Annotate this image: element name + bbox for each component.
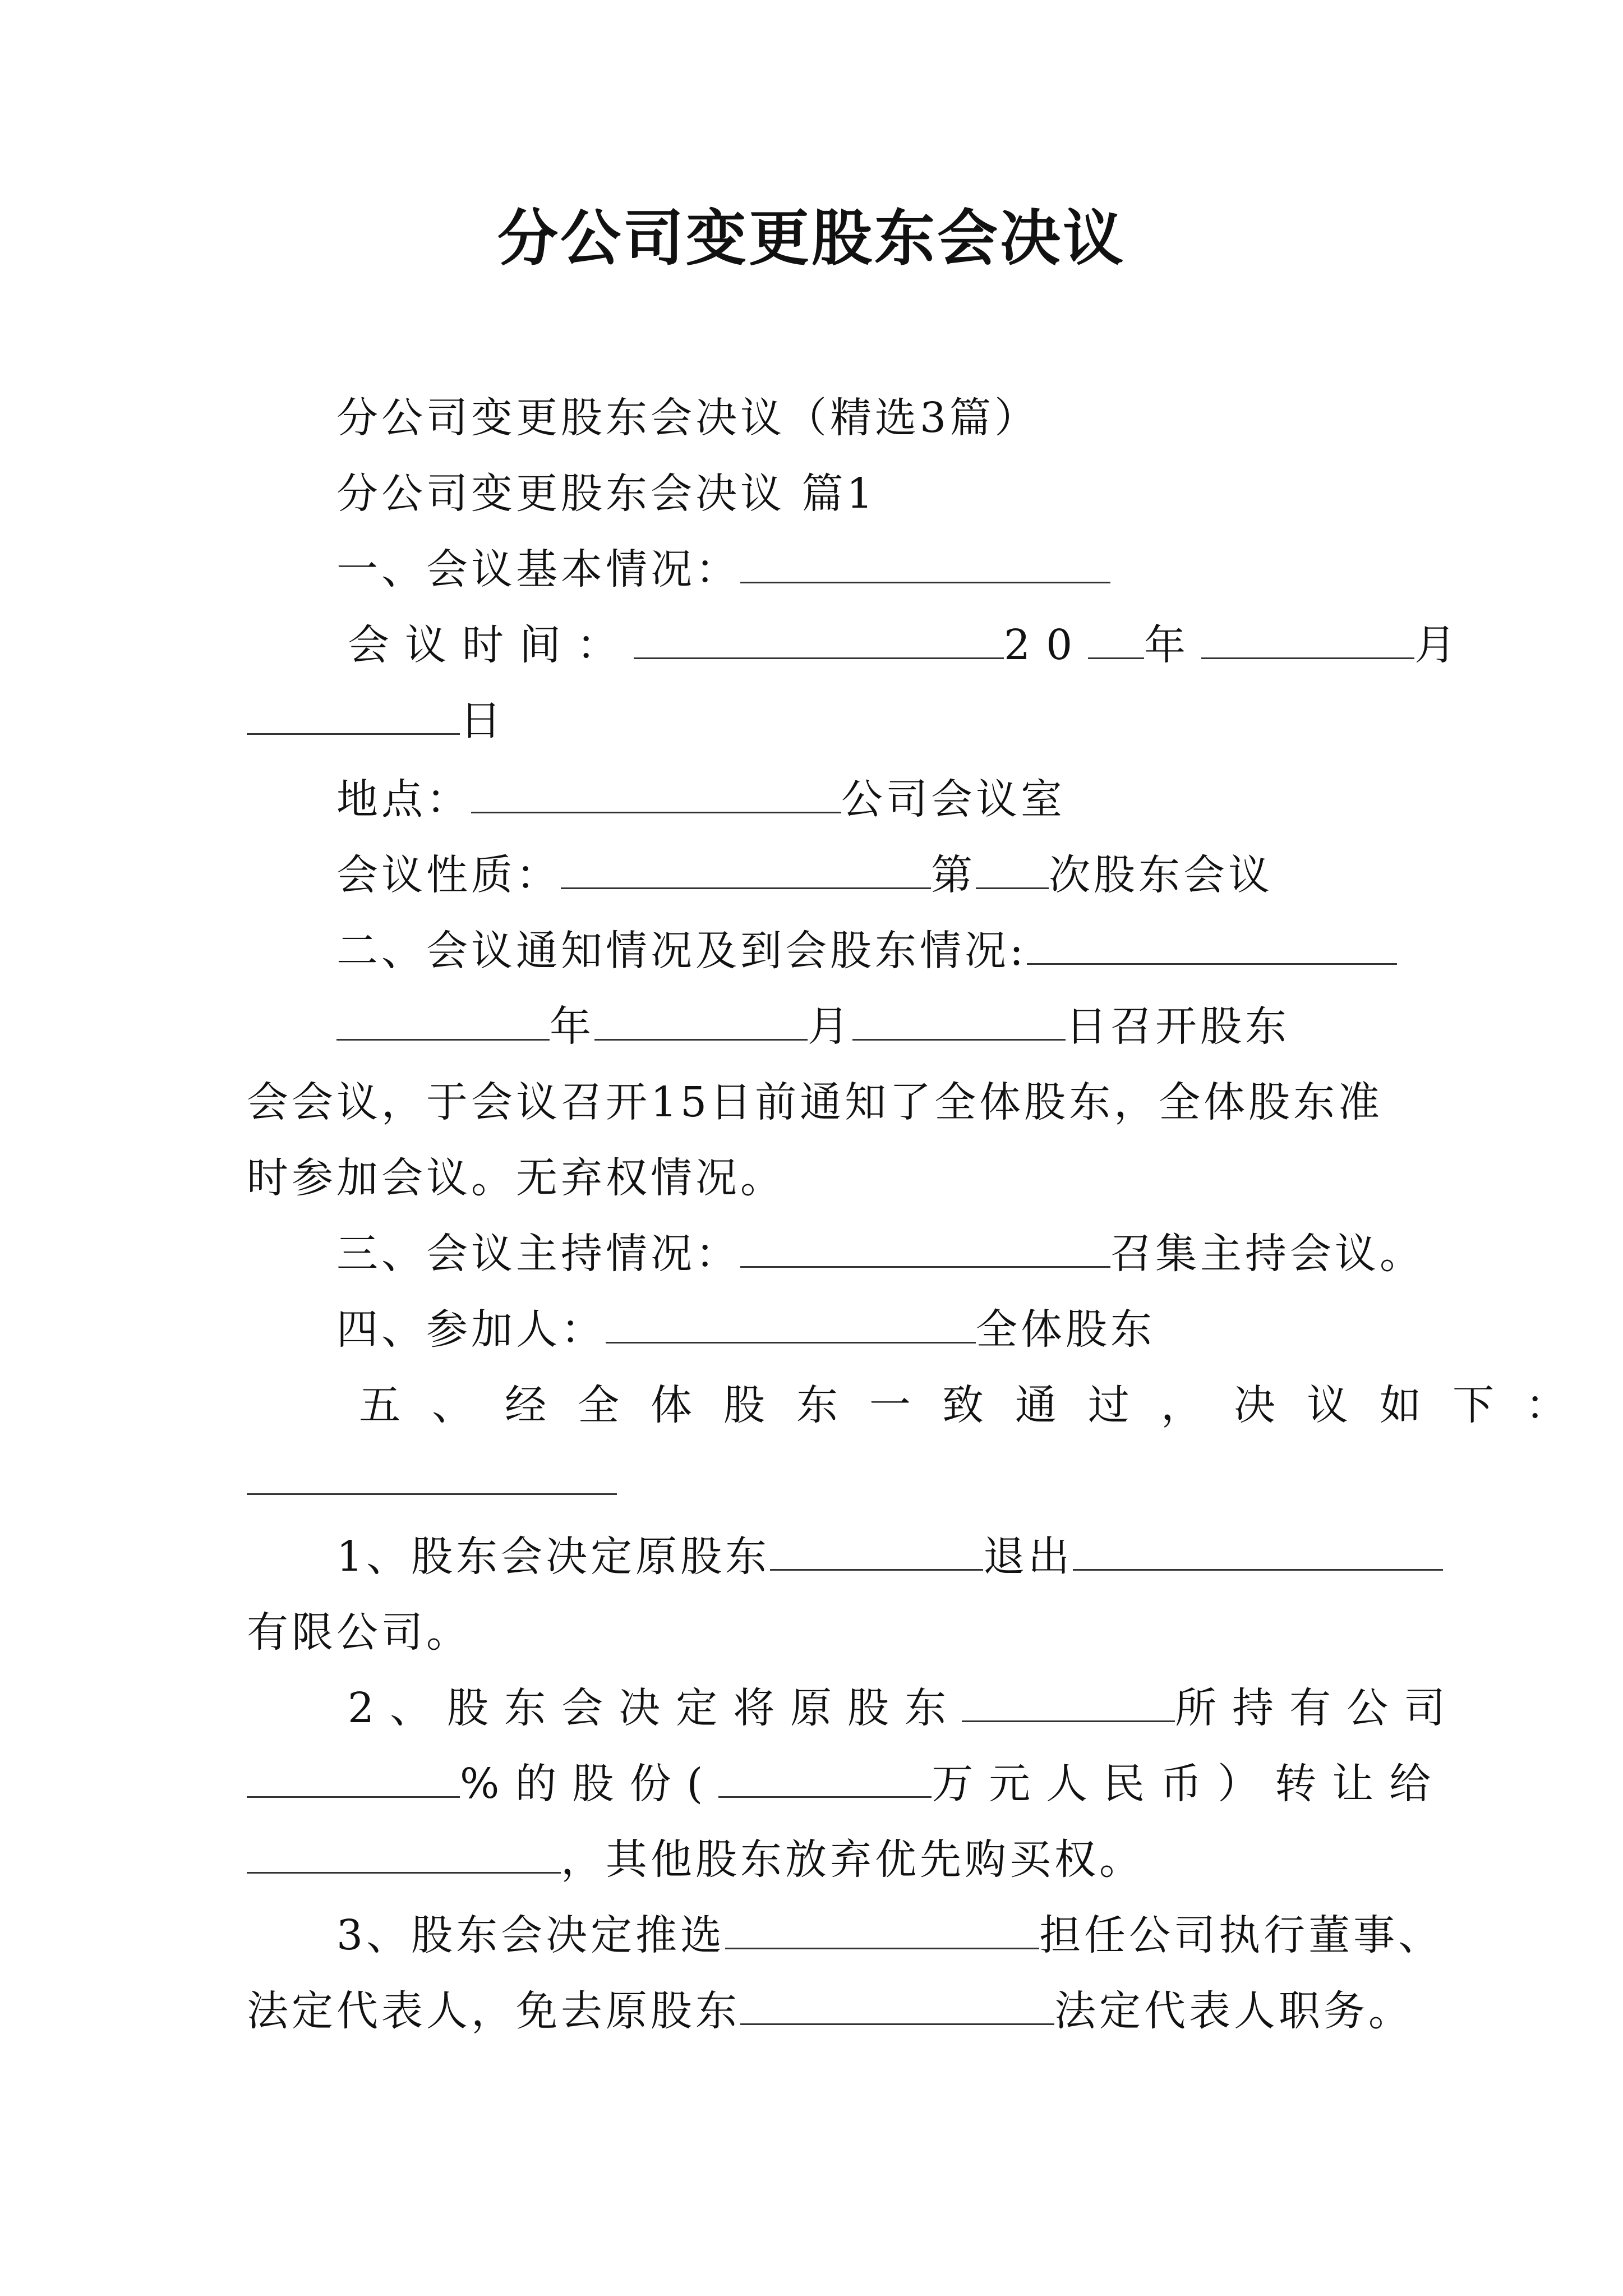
section2-body-line: 会会议，于会议召开15日前通知了全体股东，全体股东准 (247, 1078, 1384, 1126)
nature-line (336, 847, 1273, 903)
blank-field[interactable] (247, 700, 460, 735)
blank-field[interactable] (1088, 624, 1144, 659)
item1-line2: 有限公司。 (247, 1608, 471, 1657)
item3-line2-prefix: 法定代表人，免去原股东 (247, 1987, 740, 2035)
item1-mid: 退出 (983, 1533, 1073, 1581)
item2-line (348, 1680, 1461, 1736)
section5-blank-line (247, 1453, 617, 1509)
blank-field[interactable] (336, 1005, 550, 1041)
place-line (336, 771, 1066, 827)
item3-mid: 担任公司执行董事、 (1039, 1911, 1444, 1959)
blank-field[interactable] (561, 854, 931, 889)
day-label: 日 (460, 697, 505, 745)
month-label: 月 (808, 1002, 852, 1051)
meeting-time-label: 会议时间： (348, 621, 634, 669)
day-and-text: 日召开股东 (1066, 1002, 1290, 1051)
month-label: 月 (1414, 621, 1472, 669)
blank-field[interactable] (976, 854, 1049, 889)
section2-heading (336, 923, 1397, 979)
blank-field[interactable] (770, 1535, 983, 1571)
nature-ord: 第 (931, 851, 976, 899)
nature-suffix: 次股东会议 (1049, 851, 1273, 899)
blank-field[interactable] (740, 548, 1110, 583)
blank-field[interactable] (718, 1763, 932, 1798)
section1-heading (336, 541, 1110, 597)
blank-field[interactable] (852, 1005, 1066, 1041)
year-prefix: 20 (1004, 621, 1089, 669)
meeting-time-line (348, 617, 1472, 673)
section2-date-line (336, 999, 1290, 1055)
blank-field[interactable] (247, 1460, 617, 1495)
section4-line (336, 1301, 1155, 1358)
blank-field[interactable] (725, 1914, 1039, 1949)
item3-line (336, 1907, 1443, 1963)
item2-prefix: 2、股东会决定将原股东 (348, 1684, 962, 1732)
year-label: 年 (550, 1002, 594, 1051)
item2-line3 (247, 1832, 1144, 1888)
meeting-day-line (247, 693, 505, 749)
nature-label: 会议性质： (336, 851, 561, 899)
section3-line (336, 1226, 1424, 1282)
item2-rmb: 万元人民币）转让给 (932, 1760, 1447, 1808)
item3-line2 (247, 1983, 1413, 2039)
item2-percent: %的股份( (460, 1760, 719, 1808)
blank-field[interactable] (247, 1838, 561, 1874)
blank-field[interactable] (1027, 930, 1397, 965)
section3-label: 三、会议主持情况： (336, 1230, 740, 1278)
blank-field[interactable] (1201, 624, 1414, 659)
place-label: 地点： (336, 775, 471, 823)
year-label: 年 (1144, 621, 1202, 669)
section2-label: 二、会议通知情况及到会股东情况: (336, 927, 1027, 975)
item1-prefix: 1、股东会决定原股东 (336, 1533, 771, 1581)
section3-suffix: 召集主持会议。 (1110, 1230, 1424, 1278)
blank-field[interactable] (740, 1990, 1054, 2025)
item3-line2-suffix: 法定代表人职务。 (1054, 1987, 1413, 2035)
blank-field[interactable] (247, 1763, 460, 1798)
blank-field[interactable] (634, 624, 1004, 659)
section4-label: 四、参加人： (336, 1305, 606, 1354)
blank-field[interactable] (1073, 1535, 1443, 1571)
section1-label: 一、会议基本情况： (336, 545, 740, 593)
blank-field[interactable] (594, 1005, 808, 1041)
item3-prefix: 3、股东会决定推选 (336, 1911, 726, 1959)
place-value: 公司会议室 (841, 775, 1066, 823)
intro-heading: 分公司变更股东会决议（精选3篇） (336, 394, 1040, 442)
document-title: 分公司变更股东会决议 (497, 203, 1126, 274)
blank-field[interactable] (471, 778, 841, 813)
section4-suffix: 全体股东 (976, 1305, 1155, 1354)
section5-heading: 五、经全体股东一致通过，决议如下： (359, 1381, 1598, 1429)
blank-field[interactable] (740, 1232, 1110, 1268)
blank-field[interactable] (606, 1308, 976, 1343)
section2-body-line: 时参加会议。无弃权情况。 (247, 1154, 785, 1202)
item2-mid: 所持有公司 (1175, 1684, 1461, 1732)
blank-field[interactable] (962, 1687, 1175, 1722)
item2-line3-text: ，其他股东放弃优先购买权。 (561, 1835, 1144, 1884)
chapter-heading: 分公司变更股东会决议 篇1 (336, 470, 877, 518)
item2-line2 (247, 1756, 1446, 1812)
item1-line (336, 1529, 1443, 1585)
